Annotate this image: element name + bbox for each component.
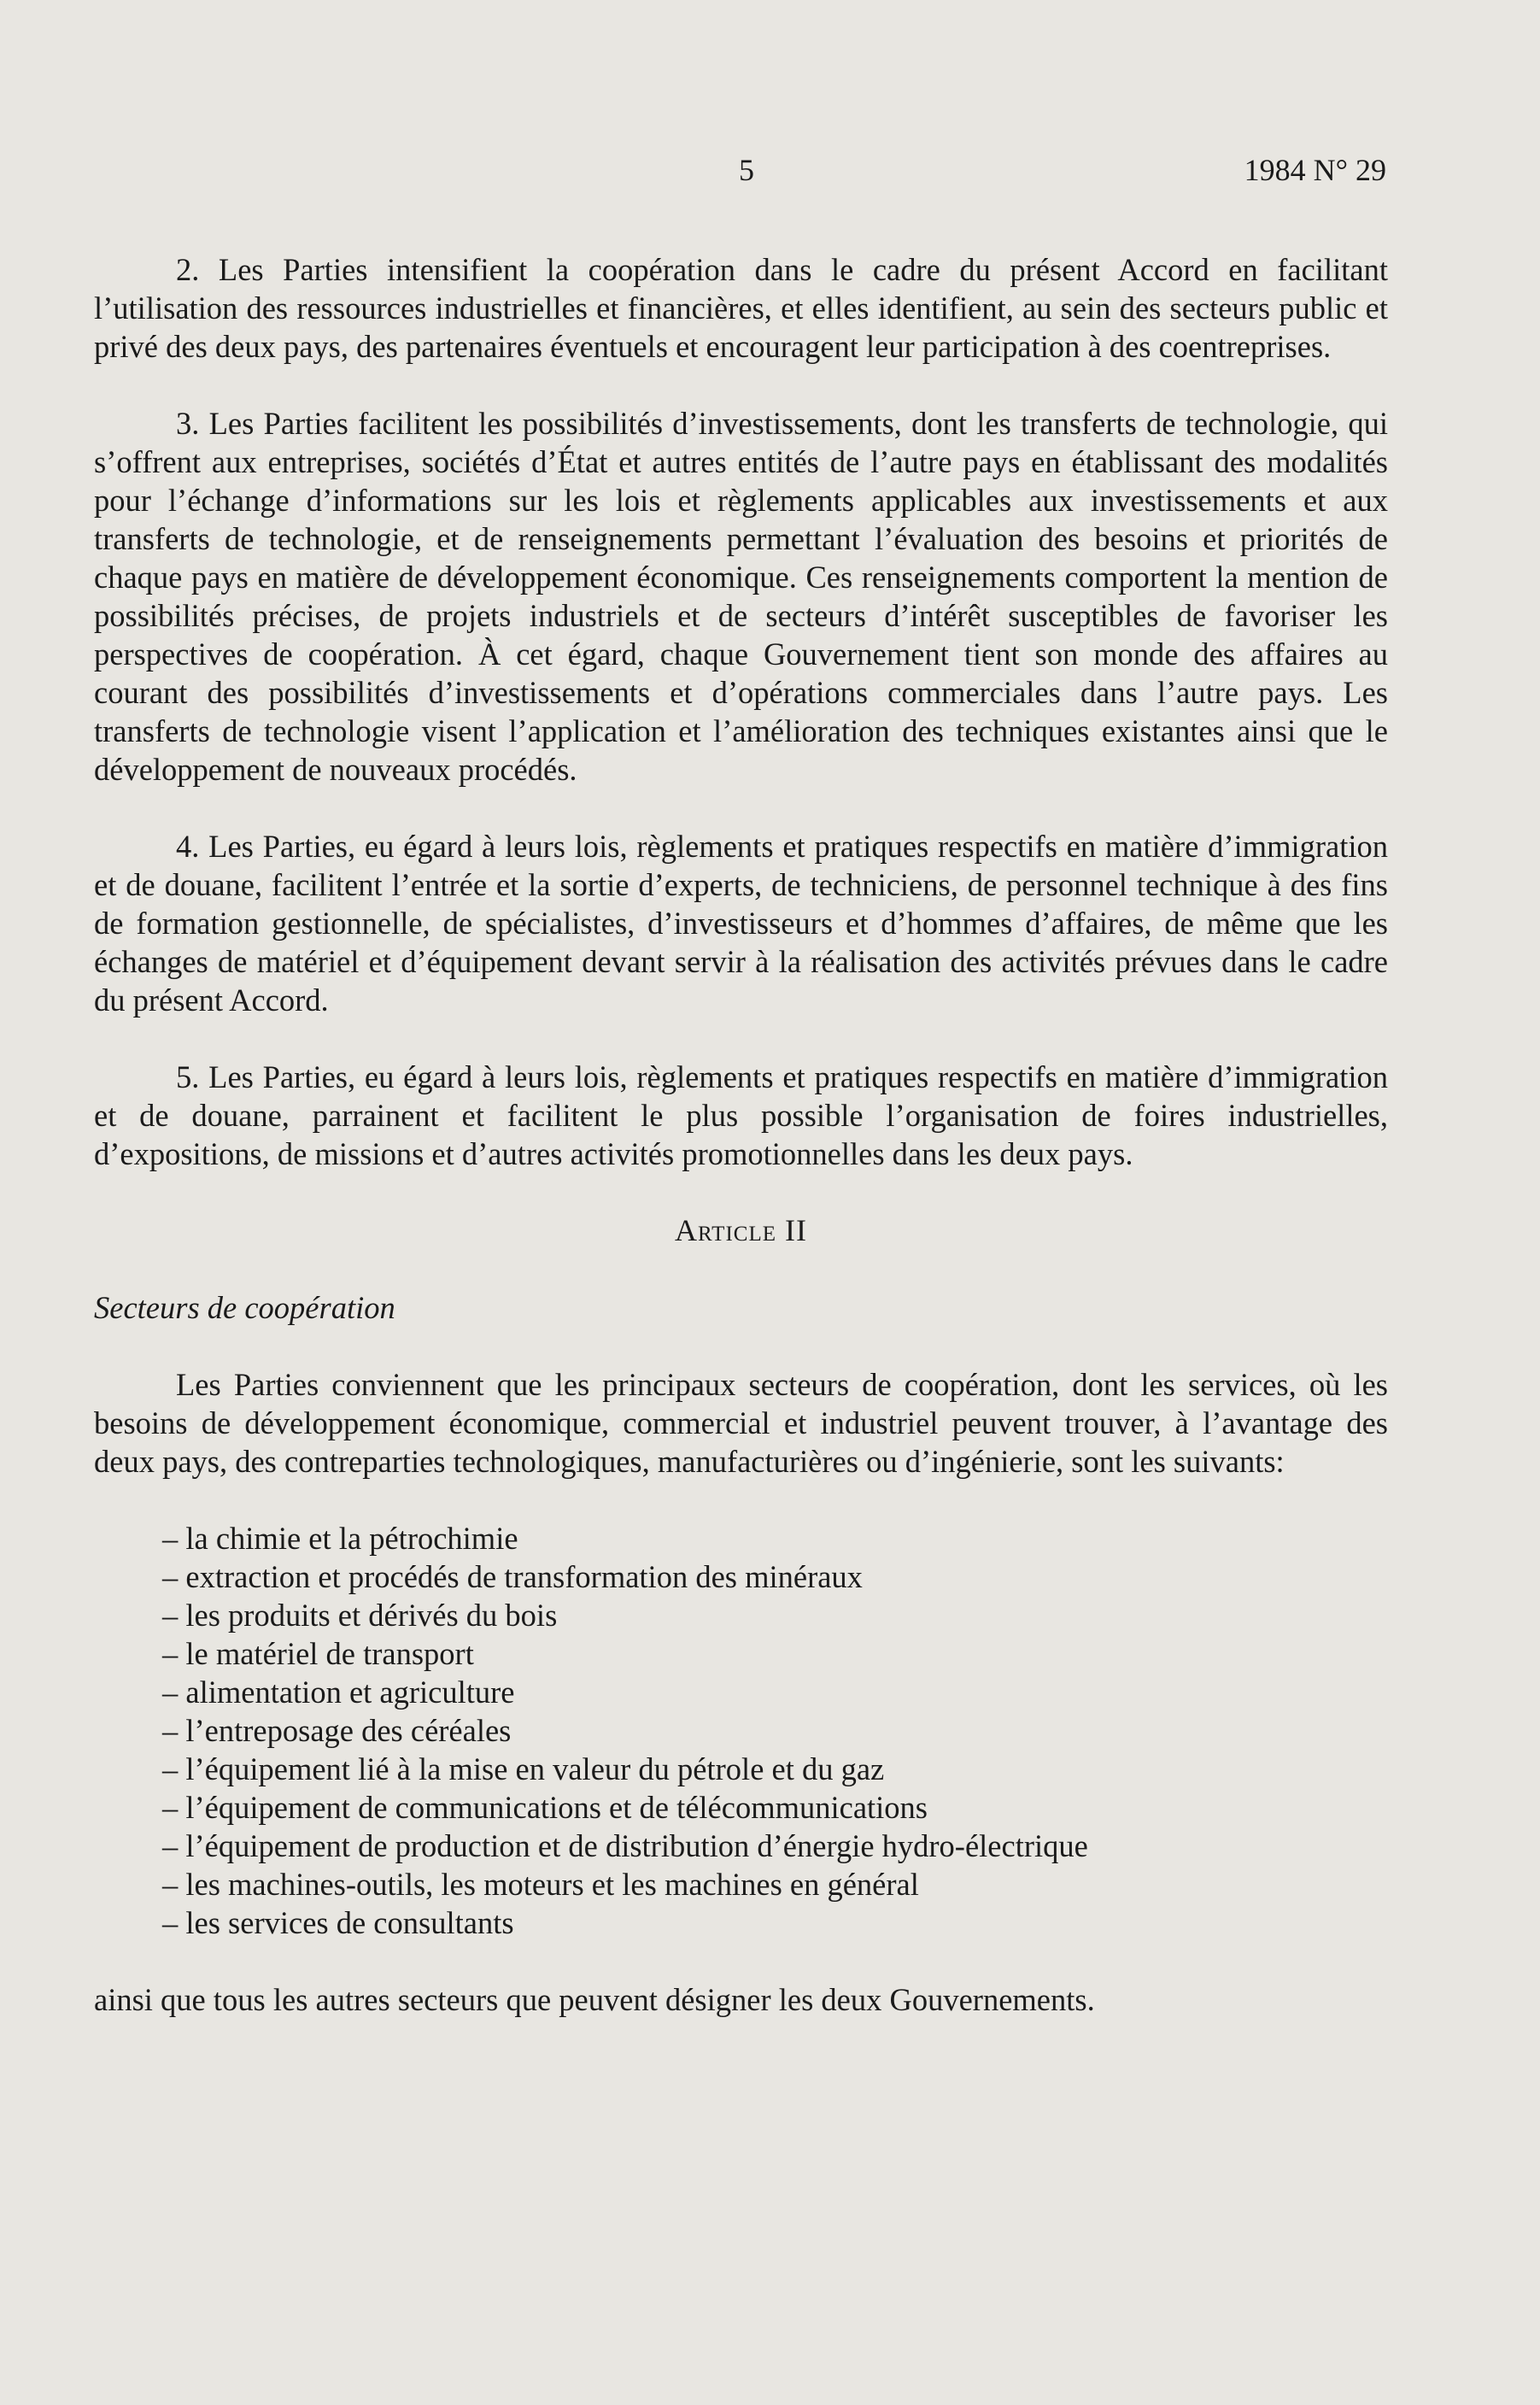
list-item: – l’équipement de production et de distribution d’énergie hydro-électrique xyxy=(162,1827,1388,1865)
closing-sentence: ainsi que tous les autres secteurs que peuvent désigner les deux Gouvernements. xyxy=(94,1982,1095,2017)
list-item: – alimentation et agriculture xyxy=(162,1673,1388,1711)
list-item: – la chimie et la pétrochimie xyxy=(162,1519,1388,1557)
list-item: – extraction et procédés de transformation des minéraux xyxy=(162,1557,1388,1596)
list-item: – les services de consultants xyxy=(162,1903,1388,1942)
paragraph-2: 2. Les Parties intensifient la coopération dans le cadre du présent Accord en facilitant l’utilisation des ressources industrielles et financières, et elles identifient, au sein des secteurs public et privé des deux pays, des partenaires éventuels et encouragent leur participation à des coentreprises. xyxy=(94,252,1388,364)
list-item: – le matériel de transport xyxy=(162,1634,1388,1673)
section-title: Secteurs de coopération xyxy=(94,1290,395,1325)
list-item: – les produits et dérivés du bois xyxy=(162,1596,1388,1634)
article-heading: Article II xyxy=(675,1213,807,1247)
paragraph-5: 5. Les Parties, eu égard à leurs lois, règlements et pratiques respectifs en matière d’immigration et de douane, parrainent et facilitent le plus possible l’organisation de foires industrielles, d’expositions, de missions et d’autres activités promotionnelles dans les deux pays. xyxy=(94,1059,1388,1171)
list-item: – l’équipement lié à la mise en valeur du pétrole et du gaz xyxy=(162,1750,1388,1788)
paragraph-3: 3. Les Parties facilitent les possibilités d’investissements, dont les transferts de technologie, qui s’offrent aux entreprises, sociétés d’État et autres entités de l’autre pays en établissant des modalités pour l’échange d’informations sur les lois et règlements applicables aux investissements et aux transferts de technologie, et de renseignements permettant l’évaluation des besoins et priorités de chaque pays en matière de développement économique. Ces renseignements comportent la mention de possibilités précises, de projets industriels et de secteurs d’intérêt susceptibles de favoriser les perspectives de coopération. À cet égard, chaque Gouvernement tient son monde des affaires au courant des possibilités d’investissements et d’opérations commerciales dans l’autre pays. Les transferts de technologie visent l’application et l’amélioration des techniques existantes ainsi que le développement de nouveaux procédés. xyxy=(94,406,1388,787)
page-number: 5 xyxy=(739,153,754,187)
list-item: – l’entreposage des céréales xyxy=(162,1711,1388,1750)
publication-reference: 1984 N° 29 xyxy=(1244,153,1386,187)
page-header xyxy=(94,152,1386,195)
list-item: – les machines-outils, les moteurs et les machines en général xyxy=(162,1865,1388,1903)
document-body xyxy=(94,250,1388,2019)
sector-list xyxy=(94,1519,1388,1942)
article-intro: Les Parties conviennent que les principaux secteurs de coopération, dont les services, où les besoins de développement économique, commercial et industriel peuvent trouver, à l’avantage des deux pays, des contreparties technologiques, manufacturières ou d’ingénierie, sont les suivants: xyxy=(94,1367,1388,1479)
paragraph-4: 4. Les Parties, eu égard à leurs lois, règlements et pratiques respectifs en matière d’immigration et de douane, facilitent l’entrée et la sortie d’experts, de techniciens, de personnel technique à des fins de formation gestionnelle, de spécialistes, d’investisseurs et d’hommes d’affaires, de même que les échanges de matériel et d’équipement devant servir à la réalisation des activités prévues dans le cadre du présent Accord. xyxy=(94,829,1388,1018)
list-item: – l’équipement de communications et de télécommunications xyxy=(162,1788,1388,1827)
